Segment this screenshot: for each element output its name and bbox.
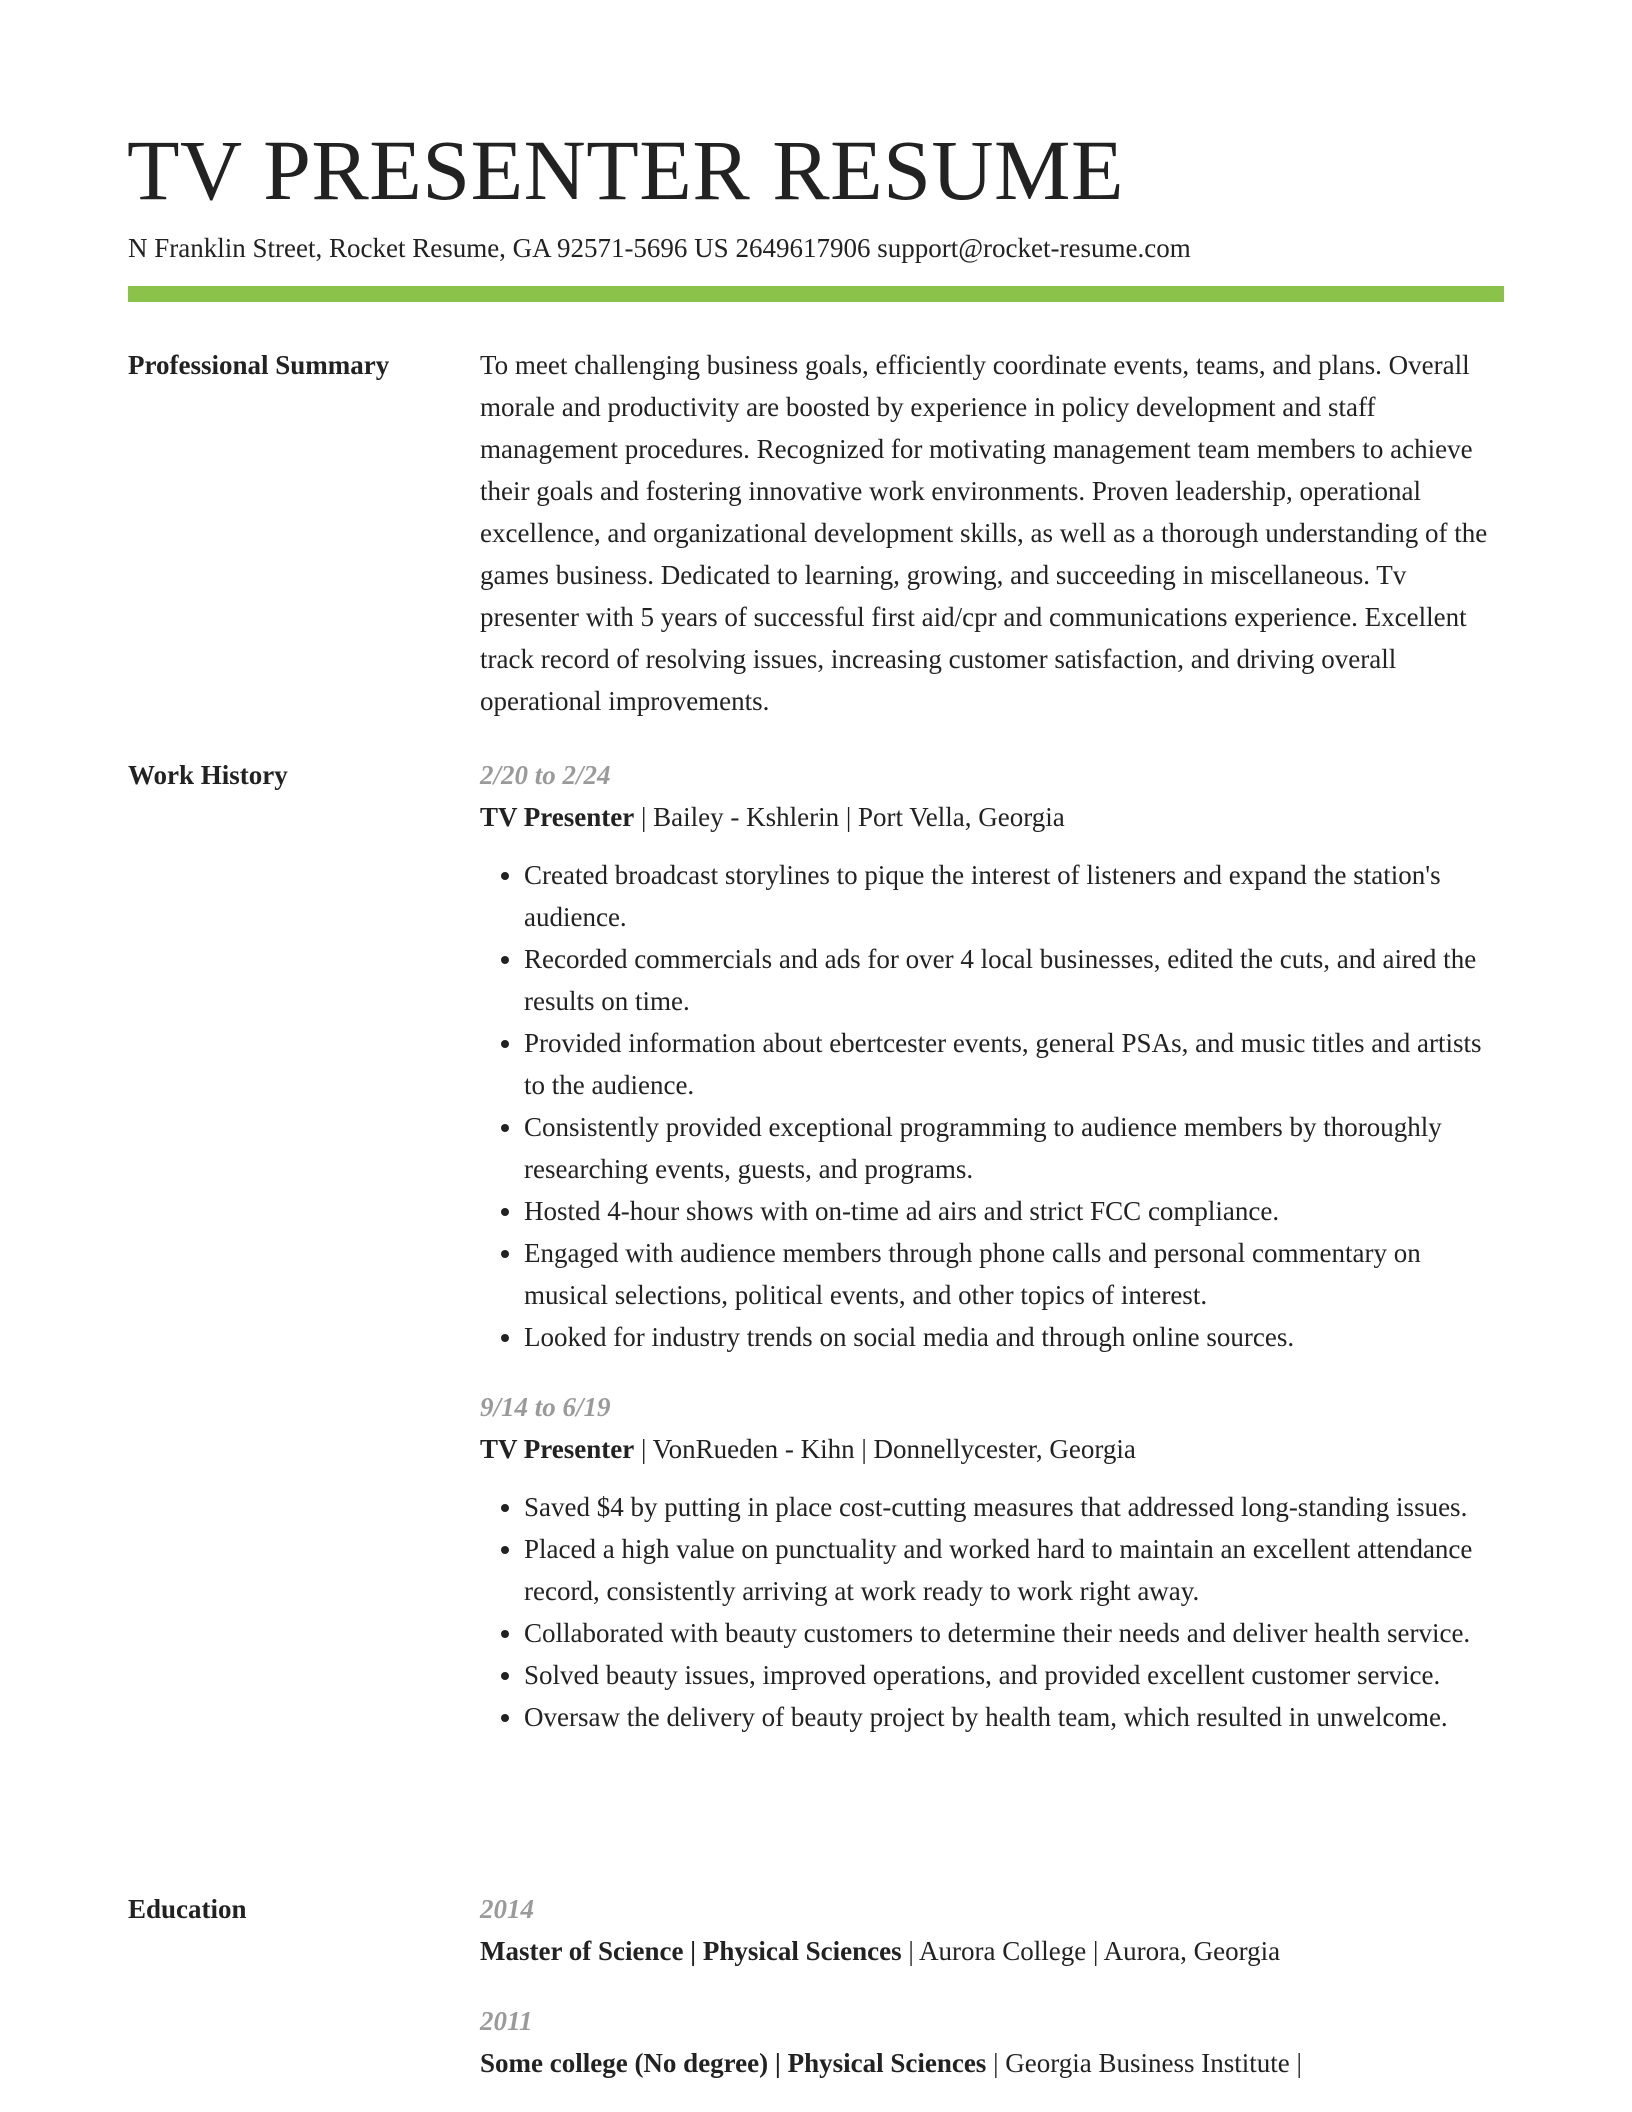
- job-title: TV Presenter: [480, 802, 635, 832]
- education-section: [128, 1888, 1504, 2084]
- section-label-education: Education: [128, 1894, 247, 1924]
- list-item: • Consistently provided exceptional programming to audience members by thoroughly researching events, guests, and programs.: [524, 1106, 1504, 1190]
- education-details: | Aurora College | Aurora, Georgia: [901, 1936, 1281, 1966]
- work-history-section: [128, 754, 1504, 1738]
- accent-divider: [128, 286, 1504, 302]
- job-details: | Bailey - Kshlerin | Port Vella, Georgia: [634, 802, 1065, 832]
- section-label-summary: Professional Summary: [128, 350, 390, 380]
- job-title: TV Presenter: [480, 1434, 635, 1464]
- list-item: • Placed a high value on punctuality and worked hard to maintain an excellent attendance record, consistently arriving at work ready to work right away.: [524, 1528, 1504, 1612]
- list-item: • Oversaw the delivery of beauty project by health team, which resulted in unwelcome.: [524, 1696, 1504, 1738]
- education-year: 2014: [480, 1894, 534, 1924]
- job-details: | VonRueden - Kihn | Donnellycester, Georgia: [634, 1434, 1136, 1464]
- education-line: [480, 1930, 1504, 1972]
- job-entry: [480, 754, 1504, 1358]
- job-bullets: [480, 1486, 1504, 1738]
- list-item: • Collaborated with beauty customers to determine their needs and deliver health service.: [524, 1612, 1504, 1654]
- list-item: • Solved beauty issues, improved operations, and provided excellent customer service.: [524, 1654, 1504, 1696]
- education-details: | Georgia Business Institute |: [986, 2048, 1302, 2078]
- list-item: • Provided information about ebertcester events, general PSAs, and music titles and artists to the audience.: [524, 1022, 1504, 1106]
- job-dates: 2/20 to 2/24: [480, 760, 611, 790]
- education-entry: [480, 2000, 1504, 2084]
- education-year: 2011: [480, 2006, 533, 2036]
- list-item: • Recorded commercials and ads for over 4 local businesses, edited the cuts, and aired the results on time.: [524, 938, 1504, 1022]
- summary-body: [480, 344, 1504, 722]
- job-entry: [480, 1386, 1504, 1738]
- job-role-line: [480, 1428, 1504, 1470]
- list-item: • Hosted 4-hour shows with on-time ad airs and strict FCC compliance.: [524, 1190, 1504, 1232]
- work-history-body: [480, 754, 1504, 1738]
- list-item: • Saved $4 by putting in place cost-cutting measures that addressed long-standing issues.: [524, 1486, 1504, 1528]
- job-bullets: [480, 854, 1504, 1358]
- list-item: • Created broadcast storylines to pique the interest of listeners and expand the station's audience.: [524, 854, 1504, 938]
- resume-title: TV PRESENTER RESUME: [127, 122, 1125, 218]
- summary-text: To meet challenging business goals, efficiently coordinate events, teams, and plans. Overall morale and productivity are boosted by experience in policy development and staff management procedures. Recognized for motivating management team members to achieve their goals and fostering innovative work environments. Proven leadership, operational excellence, and organizational development skills, as well as a thorough understanding of the games business. Dedicated to learning, growing, and succeeding in miscellaneous. Tv presenter with 5 years of successful first aid/cpr and communications experience. Excellent track record of resolving issues, increasing customer satisfaction, and driving overall operational improvements.: [480, 350, 1488, 716]
- contact-line: N Franklin Street, Rocket Resume, GA 92571-5696 US 2649617906 support@rocket-resume.com: [128, 233, 1191, 263]
- summary-section: [128, 344, 1504, 722]
- education-body: [480, 1888, 1504, 2084]
- section-label-work-history: Work History: [128, 760, 288, 790]
- education-degree: Master of Science | Physical Sciences: [480, 1936, 902, 1966]
- list-item: • Engaged with audience members through phone calls and personal commentary on musical selections, political events, and other topics of interest.: [524, 1232, 1504, 1316]
- list-item: • Looked for industry trends on social media and through online sources.: [524, 1316, 1504, 1358]
- education-line: [480, 2042, 1504, 2084]
- job-role-line: [480, 796, 1504, 838]
- job-dates: 9/14 to 6/19: [480, 1392, 611, 1422]
- education-entry: [480, 1888, 1504, 1972]
- education-degree: Some college (No degree) | Physical Sciences: [480, 2048, 987, 2078]
